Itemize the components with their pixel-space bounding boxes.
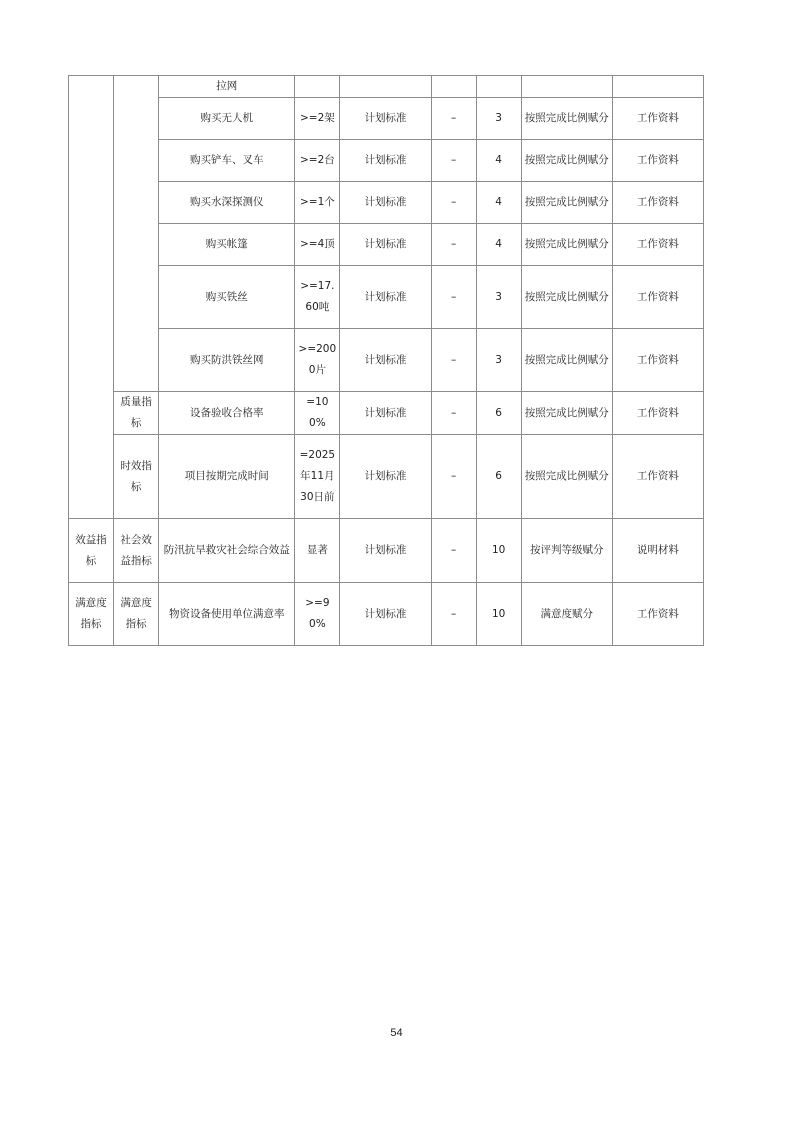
- standard-cell: 计划标准: [340, 140, 431, 182]
- main-indicator-cell-continued: [69, 76, 114, 519]
- table-row: [69, 329, 704, 392]
- sub-indicator-cell: 满意度指标: [114, 583, 159, 646]
- table-row: [69, 435, 704, 519]
- source-cell: 工作资料: [612, 224, 703, 266]
- table-row: [69, 140, 704, 182]
- source-cell: 工作资料: [612, 329, 703, 392]
- method-cell: [521, 76, 612, 98]
- task-cell: 购买铁丝: [159, 266, 295, 329]
- target-cell: >=2台: [295, 140, 340, 182]
- sub-indicator-cell: 社会效益指标: [114, 519, 159, 583]
- task-cell: 项目按期完成时间: [159, 435, 295, 519]
- target-cell: >=4顶: [295, 224, 340, 266]
- dash-cell: –: [431, 224, 476, 266]
- task-cell: 拉网: [159, 76, 295, 98]
- method-cell: 按照完成比例赋分: [521, 182, 612, 224]
- target-cell: >=2000片: [295, 329, 340, 392]
- table-row: [69, 392, 704, 435]
- method-cell: 按照完成比例赋分: [521, 140, 612, 182]
- sub-indicator-cell: 时效指标: [114, 435, 159, 519]
- source-cell: 工作资料: [612, 140, 703, 182]
- method-cell: 满意度赋分: [521, 583, 612, 646]
- target-cell: >=1个: [295, 182, 340, 224]
- score-cell: 4: [476, 182, 521, 224]
- source-cell: [612, 76, 703, 98]
- standard-cell: 计划标准: [340, 266, 431, 329]
- method-cell: 按照完成比例赋分: [521, 392, 612, 435]
- main-indicator-cell: 满意度指标: [69, 583, 114, 646]
- standard-cell: 计划标准: [340, 435, 431, 519]
- score-cell: 4: [476, 140, 521, 182]
- performance-indicator-table: [68, 75, 704, 646]
- table-row: [69, 98, 704, 140]
- task-cell: 购买无人机: [159, 98, 295, 140]
- score-cell: 3: [476, 329, 521, 392]
- dash-cell: –: [431, 140, 476, 182]
- source-cell: 工作资料: [612, 392, 703, 435]
- source-cell: 工作资料: [612, 98, 703, 140]
- target-cell: >=17.60吨: [295, 266, 340, 329]
- source-cell: 工作资料: [612, 435, 703, 519]
- sub-indicator-cell-continued: [114, 76, 159, 392]
- target-cell: =2025年11月30日前: [295, 435, 340, 519]
- dash-cell: –: [431, 329, 476, 392]
- dash-cell: –: [431, 392, 476, 435]
- source-cell: 工作资料: [612, 266, 703, 329]
- source-cell: 工作资料: [612, 583, 703, 646]
- task-cell: 购买防洪铁丝网: [159, 329, 295, 392]
- standard-cell: [340, 76, 431, 98]
- method-cell: 按照完成比例赋分: [521, 224, 612, 266]
- method-cell: 按照完成比例赋分: [521, 435, 612, 519]
- dash-cell: –: [431, 182, 476, 224]
- source-cell: 工作资料: [612, 182, 703, 224]
- score-cell: 3: [476, 266, 521, 329]
- standard-cell: 计划标准: [340, 583, 431, 646]
- table-row: [69, 266, 704, 329]
- score-cell: [476, 76, 521, 98]
- page-number: 54: [390, 1027, 403, 1039]
- dash-cell: –: [431, 519, 476, 583]
- standard-cell: 计划标准: [340, 519, 431, 583]
- dash-cell: –: [431, 98, 476, 140]
- target-cell: [295, 76, 340, 98]
- main-indicator-cell: 效益指标: [69, 519, 114, 583]
- standard-cell: 计划标准: [340, 392, 431, 435]
- table-row: [69, 519, 704, 583]
- dash-cell: –: [431, 583, 476, 646]
- score-cell: 4: [476, 224, 521, 266]
- method-cell: 按照完成比例赋分: [521, 266, 612, 329]
- task-cell: 购买帐篷: [159, 224, 295, 266]
- target-cell: =100%: [295, 392, 340, 435]
- target-cell: >=2架: [295, 98, 340, 140]
- standard-cell: 计划标准: [340, 182, 431, 224]
- target-cell: >=90%: [295, 583, 340, 646]
- table-row: [69, 182, 704, 224]
- task-cell: 设备验收合格率: [159, 392, 295, 435]
- task-cell: 购买铲车、叉车: [159, 140, 295, 182]
- score-cell: 10: [476, 519, 521, 583]
- score-cell: 3: [476, 98, 521, 140]
- task-cell: 防汛抗旱救灾社会综合效益: [159, 519, 295, 583]
- dash-cell: –: [431, 435, 476, 519]
- table-row: [69, 583, 704, 646]
- table-row: [69, 224, 704, 266]
- method-cell: 按照完成比例赋分: [521, 98, 612, 140]
- standard-cell: 计划标准: [340, 98, 431, 140]
- standard-cell: 计划标准: [340, 224, 431, 266]
- standard-cell: 计划标准: [340, 329, 431, 392]
- score-cell: 6: [476, 435, 521, 519]
- dash-cell: [431, 76, 476, 98]
- task-cell: 物资设备使用单位满意率: [159, 583, 295, 646]
- target-cell: 显著: [295, 519, 340, 583]
- method-cell: 按评判等级赋分: [521, 519, 612, 583]
- method-cell: 按照完成比例赋分: [521, 329, 612, 392]
- task-cell: 购买水深探测仪: [159, 182, 295, 224]
- table-row: [69, 76, 704, 98]
- dash-cell: –: [431, 266, 476, 329]
- score-cell: 10: [476, 583, 521, 646]
- source-cell: 说明材料: [612, 519, 703, 583]
- score-cell: 6: [476, 392, 521, 435]
- sub-indicator-cell: 质量指标: [114, 392, 159, 435]
